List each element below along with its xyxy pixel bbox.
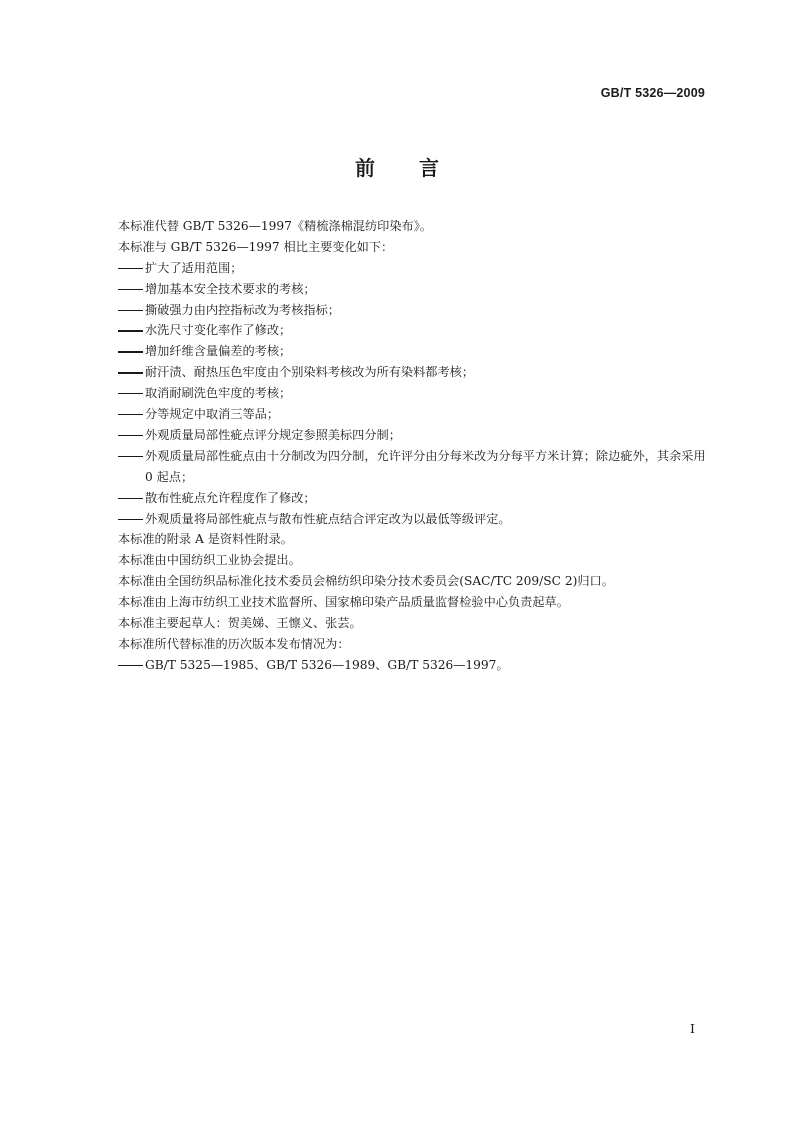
paragraph-changes-intro: 本标准与 GB/T 5326—1997 相比主要变化如下：: [118, 239, 394, 254]
list-item: 扩大了适用范围；: [118, 258, 710, 279]
paragraph-replaces: 本标准代替 GB/T 5326—1997《精梳涤棉混纺印染布》。: [118, 219, 432, 233]
list-item: 增加纤维含量偏差的考核；: [118, 341, 710, 362]
page-title: [0, 152, 794, 181]
em-dash-icon: [118, 498, 143, 499]
em-dash-icon: [118, 456, 143, 457]
list-item: 水洗尺寸变化率作了修改；: [118, 320, 710, 341]
paragraph-history-intro: 本标准所代替标准的历次版本发布情况为：: [118, 636, 350, 651]
list-item: 外观质量局部性疵点评分规定参照美标四分制；: [118, 425, 710, 446]
em-dash-icon: [118, 519, 143, 520]
paragraph-annex: 本标准的附录 A 是资料性附录。: [118, 532, 293, 547]
paragraph-proposer: 本标准由中国纺织工业协会提出。: [118, 553, 301, 568]
page-number: I: [690, 1021, 695, 1036]
standard-code: GB/T 5326—2009: [600, 86, 705, 100]
em-dash-icon: [118, 393, 143, 394]
em-dash-icon: [118, 310, 143, 311]
list-item: 分等规定中取消三等品；: [118, 404, 710, 425]
foreword-body: [118, 216, 710, 676]
paragraph-committee: 本标准由全国纺织品标准化技术委员会棉纺织印染分技术委员会(SAC/TC 209/SC 2)归口。: [118, 574, 614, 589]
em-dash-icon: [118, 330, 143, 331]
em-dash-icon: [118, 665, 143, 666]
em-dash-icon: [118, 351, 143, 352]
paragraph-drafting-org: 本标准由上海市纺织工业技术监督所、国家棉印染产品质量监督检验中心负责起草。: [118, 595, 569, 610]
list-item-history: GB/T 5325—1985、GB/T 5326—1989、GB/T 5326—1997。: [118, 655, 710, 676]
paragraph-drafters: 本标准主要起草人：贺美娣、王懔义、张芸。: [118, 615, 362, 630]
em-dash-icon: [118, 372, 143, 373]
list-item: 外观质量将局部性疵点与散布性疵点结合评定改为以最低等级评定。: [118, 509, 710, 530]
title-char-2: 言: [419, 156, 439, 180]
list-item: 取消耐刷洗色牢度的考核；: [118, 383, 710, 404]
title-char-1: 前: [355, 156, 375, 180]
list-item: 撕破强力由内控指标改为考核指标；: [118, 300, 710, 321]
em-dash-icon: [118, 435, 143, 436]
em-dash-icon: [118, 268, 143, 269]
em-dash-icon: [118, 414, 143, 415]
list-item: 耐汗渍、耐热压色牢度由个别染料考核改为所有染料都考核；: [118, 362, 710, 383]
list-item: 外观质量局部性疵点由十分制改为四分制，允许评分由分每米改为分每平方米计算；除边疵外，其余采用 0 起点；: [118, 446, 710, 488]
em-dash-icon: [118, 289, 143, 290]
list-item: 增加基本安全技术要求的考核；: [118, 279, 710, 300]
list-item: 散布性疵点允许程度作了修改；: [118, 488, 710, 509]
